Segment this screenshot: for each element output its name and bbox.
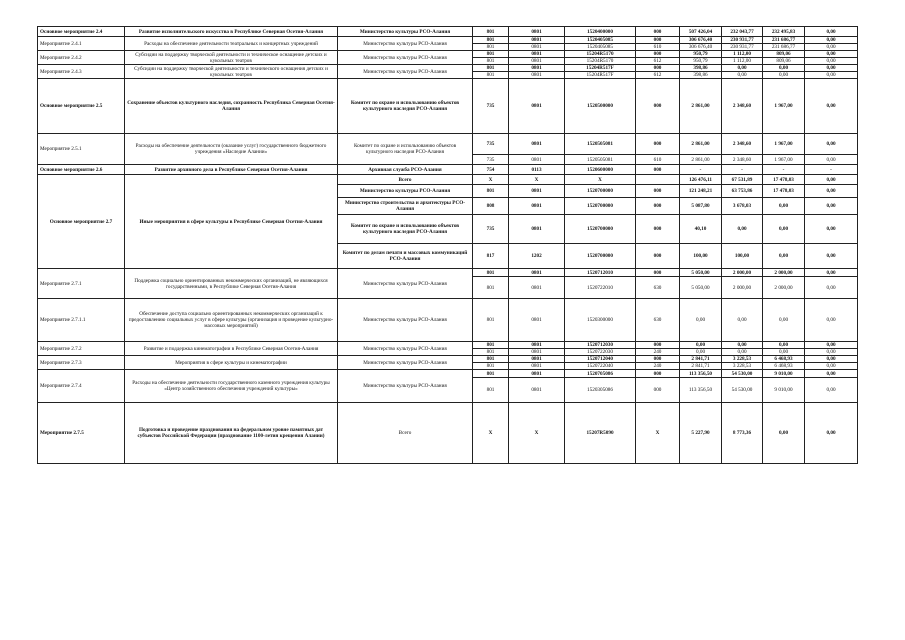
code-grbs: 801 xyxy=(473,363,509,370)
code-rzpr: 0801 xyxy=(509,185,565,198)
code-vr: 000 xyxy=(636,185,680,198)
value-1: 113 356,50 xyxy=(680,370,722,378)
value-3: 1 967,00 xyxy=(763,79,805,134)
value-2: 54 530,00 xyxy=(722,378,763,403)
code-vr: 000 xyxy=(636,244,680,269)
code-csr: 1520712030 xyxy=(565,342,636,349)
row-name: Мероприятие 2.7.5 xyxy=(38,403,125,464)
code-vr: 000 xyxy=(636,198,680,215)
code-grbs: 735 xyxy=(473,79,509,134)
value-2: 2 000,00 xyxy=(722,269,763,277)
code-csr: 1520405085 xyxy=(565,44,636,51)
value-1: 507 426,04 xyxy=(680,27,722,37)
row-description: Развитие исполнительского искусства в Республике Северная Осетия-Алания xyxy=(125,27,338,37)
code-vr: 000 xyxy=(636,342,680,349)
row-responsible: Всего xyxy=(338,403,473,464)
value-2: 2 348,60 xyxy=(722,134,763,155)
value-3: 1 967,00 xyxy=(763,155,805,165)
code-csr: 1520712040 xyxy=(565,356,636,363)
code-vr: 000 xyxy=(636,51,680,58)
code-rzpr: 0801 xyxy=(509,37,565,44)
code-csr: 15207R5090 xyxy=(565,403,636,464)
value-2: - xyxy=(722,165,763,175)
value-4: 0,00 xyxy=(805,277,858,299)
table-row xyxy=(38,370,858,378)
value-2: 54 530,00 xyxy=(722,370,763,378)
value-1: 5 227,90 xyxy=(680,403,722,464)
value-1: 398,86 xyxy=(680,72,722,79)
row-responsible: Министерство культуры РСО-Алания xyxy=(338,27,473,37)
code-csr: 1520505081 xyxy=(565,134,636,155)
code-csr: 1520305086 xyxy=(565,378,636,403)
row-description: Подготовка и проведение празднования на федеральном уровне памятных дат субъектов Российской Федерации (празднование 1100-летия крещения Алании) xyxy=(125,403,338,464)
row-name: Основное мероприятие 2.6 xyxy=(38,165,125,175)
row-name: Основное мероприятие 2.5 xyxy=(38,79,125,134)
code-rzpr: 0801 xyxy=(509,269,565,277)
code-grbs: 801 xyxy=(473,378,509,403)
row-responsible: Архивная служба РСО-Алания xyxy=(338,165,473,175)
row-responsible: Комитет по делам печати и массовых коммуникаций РСО-Алания xyxy=(338,244,473,269)
value-1: 2 861,00 xyxy=(680,79,722,134)
code-vr: 000 xyxy=(636,370,680,378)
code-grbs: 801 xyxy=(473,277,509,299)
value-3: 232 495,83 xyxy=(763,27,805,37)
table-row xyxy=(38,356,858,363)
value-4: 0,00 xyxy=(805,299,858,342)
value-4: 0,00 xyxy=(805,79,858,134)
code-csr: 1520705086 xyxy=(565,370,636,378)
row-name: Основное мероприятие 2.4 xyxy=(38,27,125,37)
code-grbs: 801 xyxy=(473,299,509,342)
code-csr: 1520722040 xyxy=(565,363,636,370)
row-description: Расходы на обеспечение деятельности театральных и концертных учреждений xyxy=(125,37,338,51)
value-3: 0,00 xyxy=(763,342,805,349)
value-2: 3 228,53 xyxy=(722,363,763,370)
value-4: 0,00 xyxy=(805,378,858,403)
code-csr: 1520300000 xyxy=(565,299,636,342)
code-grbs: 801 xyxy=(473,356,509,363)
value-2: 0,00 xyxy=(722,349,763,356)
code-vr: 000 xyxy=(636,27,680,37)
value-1: 5 087,80 xyxy=(680,198,722,215)
value-2: 67 531,89 xyxy=(722,175,763,185)
code-csr: 15204R517F xyxy=(565,65,636,72)
code-rzpr: 0801 xyxy=(509,27,565,37)
row-responsible: Министерство культуры РСО-Алания xyxy=(338,299,473,342)
code-vr: 240 xyxy=(636,363,680,370)
table-row xyxy=(38,165,858,175)
code-grbs: 808 xyxy=(473,198,509,215)
value-1: 40,10 xyxy=(680,215,722,244)
value-4: - xyxy=(805,165,858,175)
code-rzpr: 0801 xyxy=(509,134,565,155)
value-3: 6 468,93 xyxy=(763,356,805,363)
value-4: 0,00 xyxy=(805,58,858,65)
code-rzpr: 0801 xyxy=(509,349,565,356)
row-responsible: Министерство культуры РСО-Алания xyxy=(338,65,473,79)
row-responsible: Министерство строительства и архитектуры РСО-Алания xyxy=(338,198,473,215)
value-3: 17 478,03 xyxy=(763,185,805,198)
code-grbs: 801 xyxy=(473,349,509,356)
value-4: 0,00 xyxy=(805,363,858,370)
code-grbs: 801 xyxy=(473,269,509,277)
row-responsible: Министерство культуры РСО-Алания xyxy=(338,342,473,356)
code-csr: 1520600000 xyxy=(565,165,636,175)
value-1: 306 676,40 xyxy=(680,37,722,44)
row-name: Мероприятие 2.7.1 xyxy=(38,269,125,299)
code-grbs: 801 xyxy=(473,44,509,51)
code-grbs: 801 xyxy=(473,65,509,72)
code-grbs: 735 xyxy=(473,215,509,244)
row-name: Мероприятие 2.4.3 xyxy=(38,65,125,79)
value-4: 0,00 xyxy=(805,342,858,349)
value-3: - xyxy=(763,165,805,175)
value-4: 0,00 xyxy=(805,175,858,185)
code-csr: 1520405085 xyxy=(565,37,636,44)
table-row xyxy=(38,79,858,134)
code-vr: 000 xyxy=(636,269,680,277)
code-rzpr: 0801 xyxy=(509,363,565,370)
row-name: Мероприятие 2.7.3 xyxy=(38,356,125,370)
row-responsible: Министерство культуры РСО-Алания xyxy=(338,356,473,370)
value-1: - xyxy=(680,165,722,175)
code-vr: 630 xyxy=(636,277,680,299)
row-description: Развитие архивного дела в Республике Северная Осетия-Алания xyxy=(125,165,338,175)
table-row xyxy=(38,134,858,155)
code-vr: 612 xyxy=(636,58,680,65)
code-rzpr: 0801 xyxy=(509,65,565,72)
code-rzpr: 0801 xyxy=(509,378,565,403)
row-description: Иные мероприятия в сфере культуры в Республике Северная Осетия-Алания xyxy=(125,175,338,269)
code-vr: X xyxy=(636,403,680,464)
table-row xyxy=(38,65,858,72)
code-csr: 1520712010 xyxy=(565,269,636,277)
value-2: 63 753,86 xyxy=(722,185,763,198)
row-name: Мероприятие 2.7.1.1 xyxy=(38,299,125,342)
table-row xyxy=(38,175,858,185)
code-vr: 000 xyxy=(636,65,680,72)
row-description: Сохранение объектов культурного наследия, сохранность Республика Северная Осетия-Алания xyxy=(125,79,338,134)
code-grbs: 801 xyxy=(473,37,509,44)
code-rzpr: 0801 xyxy=(509,58,565,65)
value-1: 2 861,00 xyxy=(680,134,722,155)
value-3: 0,00 xyxy=(763,65,805,72)
value-3: 0,00 xyxy=(763,72,805,79)
table-row xyxy=(38,27,858,37)
code-vr: 000 xyxy=(636,215,680,244)
code-grbs: 801 xyxy=(473,58,509,65)
value-2: 0,00 xyxy=(722,65,763,72)
table-row xyxy=(38,403,858,464)
table-row xyxy=(38,51,858,58)
value-1: 2 841,71 xyxy=(680,356,722,363)
code-vr: 000 xyxy=(636,165,680,175)
row-description: Поддержка социально ориентированных некоммерческих организаций, не являющихся государственными, в Республике Северная Осетия-Алания xyxy=(125,269,338,299)
row-name: Мероприятие 2.7.4 xyxy=(38,370,125,403)
code-vr: 000 xyxy=(636,356,680,363)
value-3: 809,06 xyxy=(763,58,805,65)
code-csr: 1520505081 xyxy=(565,155,636,165)
code-vr: 000 xyxy=(636,79,680,134)
code-vr: 630 xyxy=(636,299,680,342)
value-1: 0,00 xyxy=(680,349,722,356)
code-rzpr: 0801 xyxy=(509,299,565,342)
row-description: Развитие и поддержка кинематографии в Республике Северная Осетия-Алания xyxy=(125,342,338,356)
value-4: 0,00 xyxy=(805,51,858,58)
row-description: Расходы на обеспечение деятельности государственного казенного учреждения культуры «Центр хозяйственного обеспечения учреждений культуры» xyxy=(125,370,338,403)
code-csr: 1520400000 xyxy=(565,27,636,37)
table-row xyxy=(38,269,858,277)
value-1: 2 841,71 xyxy=(680,363,722,370)
value-1: 398,86 xyxy=(680,65,722,72)
code-grbs: 735 xyxy=(473,134,509,155)
value-1: 126 476,11 xyxy=(680,175,722,185)
value-3: 6 468,93 xyxy=(763,363,805,370)
value-4: 0,00 xyxy=(805,403,858,464)
value-2: 8 773,36 xyxy=(722,403,763,464)
row-responsible: Комитет по охране и использованию объектов культурного наследия РСО-Алания xyxy=(338,79,473,134)
code-csr: 15204R517F xyxy=(565,72,636,79)
value-3: 0,00 xyxy=(763,299,805,342)
value-4: 0,00 xyxy=(805,356,858,363)
row-name: Мероприятие 2.4.1 xyxy=(38,37,125,51)
value-4: 0,00 xyxy=(805,244,858,269)
value-4: 0,00 xyxy=(805,134,858,155)
value-4: 0,00 xyxy=(805,44,858,51)
value-2: 2 000,00 xyxy=(722,277,763,299)
value-1: 0,00 xyxy=(680,342,722,349)
row-name: Основное мероприятие 2.7 xyxy=(38,175,125,269)
value-3: 17 478,03 xyxy=(763,175,805,185)
value-2: 0,00 xyxy=(722,299,763,342)
budget-table xyxy=(37,26,858,464)
code-rzpr: 0801 xyxy=(509,356,565,363)
code-grbs: 735 xyxy=(473,155,509,165)
value-4: 0,00 xyxy=(805,72,858,79)
code-rzpr: 0801 xyxy=(509,277,565,299)
code-csr: 1520700000 xyxy=(565,215,636,244)
value-2: 1 112,00 xyxy=(722,58,763,65)
code-rzpr: 0801 xyxy=(509,198,565,215)
value-1: 2 861,00 xyxy=(680,155,722,165)
row-description: Мероприятия в сфере культуры и кинематографии xyxy=(125,356,338,370)
value-3: 231 686,77 xyxy=(763,44,805,51)
code-vr: 612 xyxy=(636,72,680,79)
row-responsible: Министерство культуры РСО-Алания xyxy=(338,51,473,65)
table-row xyxy=(38,37,858,44)
code-vr: 000 xyxy=(636,134,680,155)
code-csr: 1520700000 xyxy=(565,244,636,269)
code-vr: 000 xyxy=(636,37,680,44)
value-3: 231 686,77 xyxy=(763,37,805,44)
code-grbs: 754 xyxy=(473,165,509,175)
row-responsible: Министерство культуры РСО-Алания xyxy=(338,370,473,403)
row-responsible: Министерство культуры РСО-Алания xyxy=(338,269,473,299)
value-1: 950,79 xyxy=(680,51,722,58)
row-description: Субсидии на поддержку творческой деятельности и технического оснащения детских и кукольных театров xyxy=(125,65,338,79)
value-1: 950,79 xyxy=(680,58,722,65)
code-grbs: 801 xyxy=(473,27,509,37)
code-csr: X xyxy=(565,175,636,185)
value-2: 100,00 xyxy=(722,244,763,269)
row-responsible: Комитет по охране и использованию объектов культурного наследия РСО-Алания xyxy=(338,134,473,165)
code-grbs: X xyxy=(473,175,509,185)
row-description: Обеспечение доступа социально ориентированных некоммерческих организаций к предоставлению социальных услуг в сфере культуры (организация и проведение культурно-массовых мероприятий) xyxy=(125,299,338,342)
value-2: 232 043,77 xyxy=(722,27,763,37)
value-4: 0,00 xyxy=(805,27,858,37)
value-3: 2 000,00 xyxy=(763,277,805,299)
value-2: 3 678,03 xyxy=(722,198,763,215)
value-1: 5 050,00 xyxy=(680,269,722,277)
code-vr: 610 xyxy=(636,155,680,165)
value-2: 230 931,77 xyxy=(722,44,763,51)
value-2: 0,00 xyxy=(722,215,763,244)
row-responsible: Всего xyxy=(338,175,473,185)
row-responsible: Комитет по охране и использованию объектов культурного наследия РСО-Алания xyxy=(338,215,473,244)
value-3: 0,00 xyxy=(763,403,805,464)
code-vr xyxy=(636,175,680,185)
value-2: 0,00 xyxy=(722,342,763,349)
code-grbs: 801 xyxy=(473,51,509,58)
code-csr: 1520700000 xyxy=(565,185,636,198)
code-rzpr: 1202 xyxy=(509,244,565,269)
value-3: 0,00 xyxy=(763,244,805,269)
code-vr: 000 xyxy=(636,378,680,403)
value-2: 2 348,60 xyxy=(722,79,763,134)
value-4: 0,00 xyxy=(805,37,858,44)
code-rzpr: 0113 xyxy=(509,165,565,175)
value-1: 121 248,21 xyxy=(680,185,722,198)
value-2: 0,00 xyxy=(722,72,763,79)
value-3: 1 967,00 xyxy=(763,134,805,155)
value-1: 100,00 xyxy=(680,244,722,269)
code-rzpr: X xyxy=(509,175,565,185)
value-3: 0,00 xyxy=(763,198,805,215)
code-rzpr: 0801 xyxy=(509,215,565,244)
value-1: 5 050,00 xyxy=(680,277,722,299)
value-1: 113 356,50 xyxy=(680,378,722,403)
value-3: 9 010,00 xyxy=(763,378,805,403)
code-vr: 610 xyxy=(636,44,680,51)
value-3: 0,00 xyxy=(763,349,805,356)
code-rzpr: 0801 xyxy=(509,51,565,58)
code-csr: 1520700000 xyxy=(565,198,636,215)
code-rzpr: 0801 xyxy=(509,342,565,349)
value-2: 3 228,53 xyxy=(722,356,763,363)
value-3: 809,06 xyxy=(763,51,805,58)
table-row xyxy=(38,342,858,349)
row-responsible: Министерство культуры РСО-Алания xyxy=(338,185,473,198)
code-rzpr: 0801 xyxy=(509,72,565,79)
value-4: 0,00 xyxy=(805,349,858,356)
value-2: 2 348,60 xyxy=(722,155,763,165)
value-2: 230 931,77 xyxy=(722,37,763,44)
value-4: 0,00 xyxy=(805,65,858,72)
value-4: 0,00 xyxy=(805,370,858,378)
code-rzpr: 0801 xyxy=(509,44,565,51)
value-4: 0,00 xyxy=(805,269,858,277)
value-3: 0,00 xyxy=(763,215,805,244)
value-4: 0,00 xyxy=(805,198,858,215)
table-row xyxy=(38,299,858,342)
code-grbs: 801 xyxy=(473,342,509,349)
value-3: 2 000,00 xyxy=(763,269,805,277)
code-csr: 15204R5170 xyxy=(565,51,636,58)
value-4: 0,00 xyxy=(805,215,858,244)
value-2: 1 112,00 xyxy=(722,51,763,58)
document-page xyxy=(37,26,857,464)
row-name: Мероприятие 2.4.2 xyxy=(38,51,125,65)
row-name: Мероприятие 2.7.2 xyxy=(38,342,125,356)
value-4: 0,00 xyxy=(805,155,858,165)
code-csr: 1520722030 xyxy=(565,349,636,356)
code-csr: 1520722010 xyxy=(565,277,636,299)
code-grbs: 801 xyxy=(473,185,509,198)
code-vr: 240 xyxy=(636,349,680,356)
code-grbs: 801 xyxy=(473,370,509,378)
row-description: Субсидии на поддержку творческой деятельности и техническое оснащение детских и кукольных театров xyxy=(125,51,338,65)
code-csr: 15204R5170 xyxy=(565,58,636,65)
code-rzpr: 0801 xyxy=(509,370,565,378)
value-1: 306 676,40 xyxy=(680,44,722,51)
value-3: 9 010,00 xyxy=(763,370,805,378)
code-rzpr: 0801 xyxy=(509,155,565,165)
row-name: Мероприятие 2.5.1 xyxy=(38,134,125,165)
code-rzpr: X xyxy=(509,403,565,464)
code-grbs: 801 xyxy=(473,72,509,79)
value-1: 0,00 xyxy=(680,299,722,342)
row-description: Расходы на обеспечение деятельности (оказание услуг) государственного бюджетного учреждения «Наследие Алании» xyxy=(125,134,338,165)
value-4: 0,00 xyxy=(805,185,858,198)
code-rzpr: 0801 xyxy=(509,79,565,134)
code-grbs: X xyxy=(473,403,509,464)
row-responsible: Министерство культуры РСО-Алания xyxy=(338,37,473,51)
code-csr: 1520500000 xyxy=(565,79,636,134)
code-grbs: 817 xyxy=(473,244,509,269)
